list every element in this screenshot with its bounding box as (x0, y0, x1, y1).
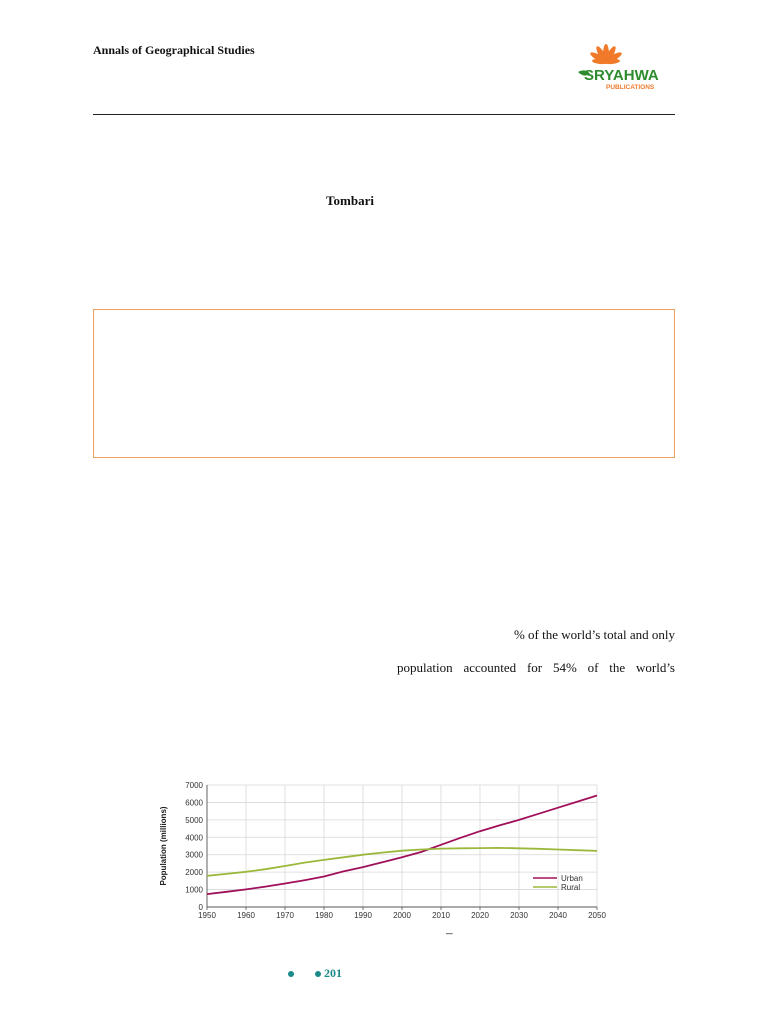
bullet-icon (315, 971, 321, 977)
x-tick-label: 1990 (354, 911, 372, 920)
x-tick-label: 2050 (588, 911, 606, 920)
lotus-flower-icon (589, 44, 623, 66)
bullet-icon (288, 971, 294, 977)
x-tick-label: 1960 (237, 911, 255, 920)
logo-subtext: PUBLICATIONS (606, 84, 655, 91)
y-tick-label: 4000 (185, 833, 203, 843)
abstract-box (93, 309, 675, 458)
legend-label: Urban (561, 874, 583, 883)
body-text-line: population accounted for 54% of the world’s (397, 660, 675, 675)
x-tick-label: 2010 (432, 911, 450, 920)
y-tick-label: 0 (198, 903, 203, 912)
x-tick-label: 1970 (276, 911, 294, 920)
y-tick-label: 1000 (185, 885, 203, 895)
journal-title: Annals of Geographical Studies (93, 43, 255, 57)
y-tick-label: 7000 (185, 781, 203, 790)
author-name: Tombari (326, 193, 374, 208)
x-tick-label: 2030 (510, 911, 528, 920)
x-tick-label: 2020 (471, 911, 489, 920)
x-tick-label: 2000 (393, 911, 411, 920)
logo-text: SRYAHWA (584, 67, 659, 84)
x-tick-label: 2040 (549, 911, 567, 920)
y-tick-label: 3000 (185, 850, 203, 860)
y-tick-label: 5000 (185, 815, 203, 825)
figure-caption: – (446, 925, 453, 940)
page-footer (288, 966, 342, 981)
header-rule (93, 114, 675, 115)
legend-label: Rural (561, 883, 581, 892)
population-line-chart (155, 778, 615, 923)
y-tick-label: 2000 (185, 868, 203, 878)
y-axis-label: Population (millions) (159, 806, 168, 886)
x-tick-label: 1950 (198, 911, 216, 920)
publisher-logo (576, 42, 678, 92)
y-tick-label: 6000 (185, 798, 203, 808)
body-text-line: % of the world’s total and only (513, 627, 675, 642)
x-tick-label: 1980 (315, 911, 333, 920)
page-number: 201 (324, 966, 342, 980)
